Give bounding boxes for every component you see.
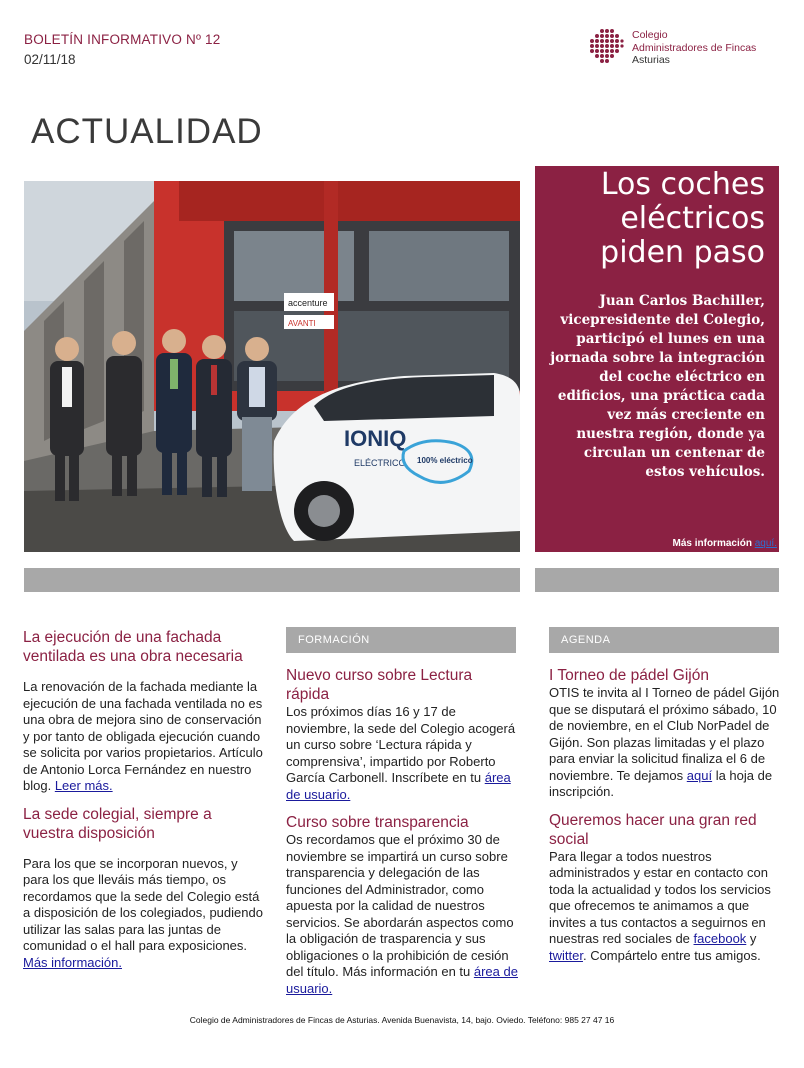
logo-text [632,29,756,67]
agenda-header: AGENDA [549,627,779,653]
article-body [23,679,263,795]
sign-avanti: AVANTI [288,319,316,328]
footer-contact: Colegio de Administradores de Fincas de Asturias. Avenida Buenavista, 14, bajo. Oviedo. Teléfono: 985 27 47 16 [189,1015,615,1025]
user-area-link[interactable]: área de usuario. [286,964,518,996]
article-text: La renovación de la fachada mediante la ejecución de una fachada ventilada no es una obra de mejora sino de conservación y por tanto de obligada ejecución cuando se solicita por varios propietarios. Artículo de Antonio Lorca Fernández en nuestro blog. [23,679,263,793]
user-area-link[interactable]: área de usuario. [286,770,511,802]
feature-text: Juan Carlos Bachiller, vicepresidente del Colegio, participó el lunes en una jornada sobre la integración del coche eléctrico en edificios, una práctica cada vez más creciente en nuestra región, donde ya circulan un centenar de estos vehículos. [550,293,765,480]
article-title: Queremos hacer una gran red social [549,811,757,848]
registration-link[interactable]: aquí [686,767,713,783]
formacion-header: FORMACIÓN [286,627,516,653]
feature-more-label: Más información [672,538,752,549]
read-more-link[interactable]: Leer más. [54,778,113,793]
article-body [549,849,781,965]
bulletin-date: 02/11/18 [24,52,76,67]
article-text: OTIS te invita al I Torneo de pádel Gijón que se disputará el próximo sábado, 10 de noviembre, en el Club NorPadel de Gijón. Son plazas limitadas y el plazo para enviar la solicitud finaliza el 6 de noviembre. Te dejamos [549,685,780,783]
article-text: Para llegar a todos nuestros administrados y estar en contacto con toda la actualidad y todos los servicios que ofrecemos te animamos a que invites a tus contactos a seguirnos en nuestras red sociales de [549,848,771,946]
article-text: y [746,931,757,946]
article-text: Para los que se incorporan nuevos, y para los que lleváis más tiempo, os recordamos que la sede del Colegio está a disposición de los colegiados, pudiendo utilizar las salas para las juntas de comunidad o el hall para exposiciones. [23,855,263,953]
divider-bar-right [535,568,779,592]
article-title: La sede colegial, siempre a vuestra disposición [23,805,212,842]
article-text: Los próximos días 16 y 17 de noviembre, la sede del Colegio acogerá un curso sobre ‘Lectura rápida y comprensiva’, impartido por Roberto García Carbonell. Inscríbete en tu [286,704,516,785]
article-body [286,704,518,803]
agenda-column [549,666,781,964]
feature-box [535,166,779,552]
feature-more-info [673,538,778,549]
feature-more-link[interactable]: aquí. [754,538,777,549]
article-body [23,856,263,972]
article-title: I Torneo de pádel Gijón [549,667,709,684]
hero-photo[interactable] [24,181,520,552]
hero-photo-illustration [24,181,520,552]
logo-line-3: Asturias [632,54,670,66]
bulletin-title: BOLETÍN INFORMATIVO Nº 12 [24,32,221,47]
dot-grid-logo-icon [588,28,624,64]
logo-line-1: Colegio [632,29,668,41]
article-text: la hoja de inscripción. [549,767,773,799]
formacion-column [286,666,518,997]
article-body [549,685,781,801]
news-column-left [23,628,263,971]
article-body [286,832,518,997]
article-text: . Compártelo entre tus amigos. [582,947,761,963]
article-text: Os recordamos que el próximo 30 de noviembre se impartirá un curso sobre transparencia y delegación de las funciones del Administrador, como apuesta por la calidad de nuestros servicios. Se abordarán aspectos como la obligación de trasparencia y sus obligaciones o la prohibición de cesión del título. Más información en tu [286,832,514,979]
article-title: Nuevo curso sobre Lectura rápida [286,667,473,703]
divider-bar-left [24,568,520,592]
car-brand-text: IONIQ [344,426,407,451]
logo-line-2: Administradores de Fincas [632,41,757,54]
car-sub-text: ELÉCTRICO [354,458,406,468]
article-title: Curso sobre transparencia [286,814,469,831]
article-title: La ejecución de una fachada ventilada es una obra necesaria [23,629,243,665]
more-info-link[interactable]: Más información. [23,954,122,970]
twitter-link[interactable]: twitter [549,947,583,963]
facebook-link[interactable]: facebook [693,931,747,946]
section-title: ACTUALIDAD [31,112,263,151]
college-logo[interactable] [588,28,788,68]
sign-accenture: accenture [288,298,328,308]
feature-headline: Los coches eléctricos piden paso [600,167,765,270]
car-badge-text: 100% eléctrico [417,456,473,465]
